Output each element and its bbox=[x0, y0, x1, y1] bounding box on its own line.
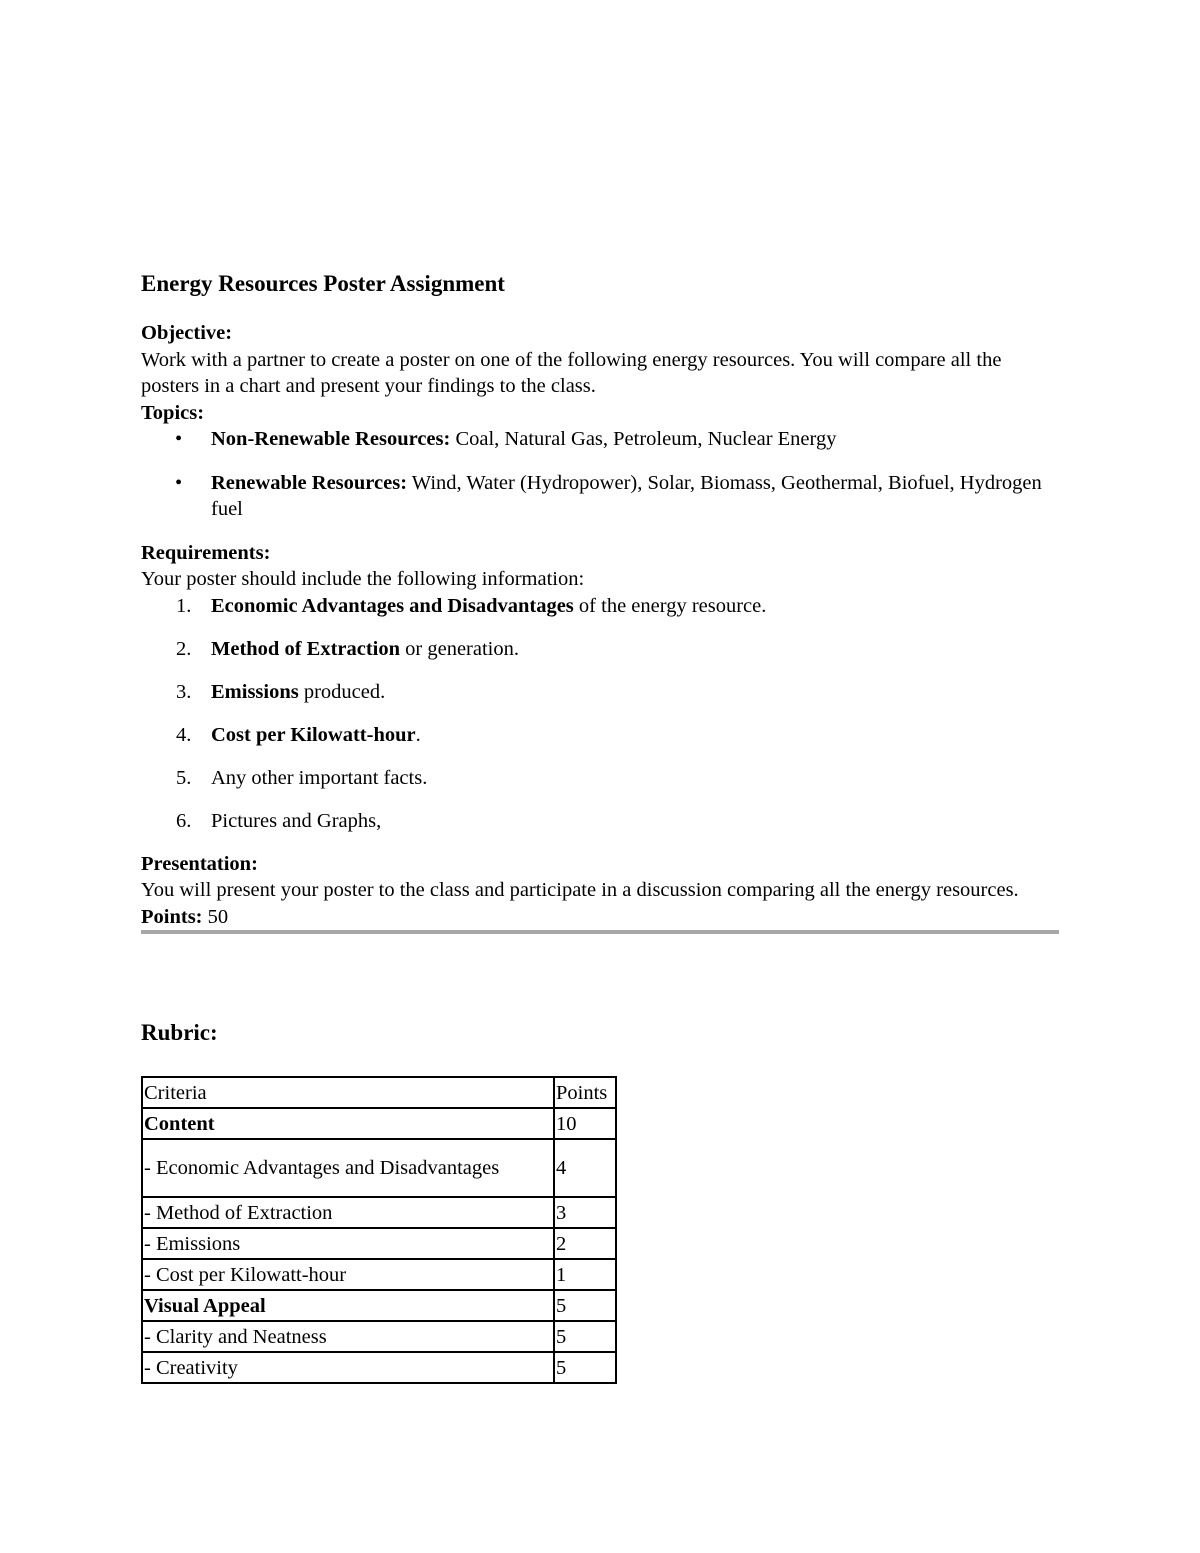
points-cell: 2 bbox=[554, 1228, 616, 1259]
header-criteria: Criteria bbox=[142, 1077, 554, 1108]
requirement-item bbox=[141, 679, 1059, 706]
points-cell: 10 bbox=[554, 1108, 616, 1139]
criteria-cell: - Cost per Kilowatt-hour bbox=[142, 1259, 554, 1290]
rubric-table bbox=[141, 1076, 617, 1384]
criteria-cell: - Creativity bbox=[142, 1352, 554, 1383]
requirements-label: Requirements: bbox=[141, 541, 271, 564]
topic-label: Renewable Resources: bbox=[211, 471, 408, 494]
objective-label: Objective: bbox=[141, 322, 233, 344]
points-cell: 1 bbox=[554, 1259, 616, 1290]
requirement-bold: Cost per Kilowatt-hour bbox=[211, 723, 416, 746]
table-row bbox=[142, 1321, 616, 1352]
bullet-icon: • bbox=[175, 428, 183, 450]
requirement-text: produced. bbox=[298, 680, 386, 703]
table-row bbox=[142, 1290, 616, 1321]
requirement-text: Pictures and Graphs, bbox=[211, 809, 382, 832]
points-cell: 5 bbox=[554, 1352, 616, 1383]
points-cell: 3 bbox=[554, 1197, 616, 1228]
horizontal-rule bbox=[141, 930, 1059, 934]
header-points: Points bbox=[554, 1077, 616, 1108]
requirements-intro: Your poster should include the following information: bbox=[141, 568, 585, 590]
topic-text: Coal, Natural Gas, Petroleum, Nuclear Energy bbox=[450, 428, 837, 450]
points-cell: 5 bbox=[554, 1290, 616, 1321]
table-row bbox=[142, 1228, 616, 1259]
requirement-number: 4. bbox=[176, 723, 192, 746]
document-page bbox=[141, 266, 1059, 1379]
requirement-bold: Emissions bbox=[211, 680, 299, 703]
topic-label: Non-Renewable Resources: bbox=[211, 428, 451, 450]
requirement-item bbox=[141, 593, 1059, 620]
table-row bbox=[142, 1108, 616, 1139]
requirement-text: or generation. bbox=[400, 637, 519, 660]
points-line bbox=[141, 904, 1059, 931]
requirement-bold: Economic Advantages and Disadvantages bbox=[211, 594, 574, 617]
criteria-cell: Visual Appeal bbox=[142, 1290, 554, 1321]
criteria-cell: - Method of Extraction bbox=[142, 1197, 554, 1228]
presentation-label: Presentation: bbox=[141, 852, 258, 875]
requirements-list bbox=[141, 593, 1059, 835]
objective-text: Work with a partner to create a poster on one of the following energy resources. You will compare all the posters in a chart and present your findings to the class. bbox=[141, 348, 1002, 397]
rubric-title: Rubric: bbox=[141, 1020, 218, 1045]
topic-item bbox=[141, 470, 1059, 523]
requirement-text: of the energy resource. bbox=[573, 594, 767, 617]
presentation-text: You will present your poster to the class and participate in a discussion comparing all the energy resources. bbox=[141, 879, 1019, 901]
requirement-item bbox=[141, 636, 1059, 663]
table-header-row bbox=[142, 1077, 616, 1108]
table-row bbox=[142, 1259, 616, 1290]
requirement-number: 6. bbox=[176, 809, 192, 832]
topic-item bbox=[141, 426, 1059, 453]
requirement-number: 1. bbox=[176, 594, 192, 617]
requirement-number: 5. bbox=[176, 766, 192, 789]
criteria-cell: - Economic Advantages and Disadvantages bbox=[142, 1139, 554, 1197]
topic-text: Wind, Water (Hydropower), Solar, Biomass, Geothermal, Biofuel, Hydrogen fuel bbox=[211, 471, 1042, 520]
topics-label: Topics: bbox=[141, 401, 205, 424]
document-title: Energy Resources Poster Assignment bbox=[141, 271, 505, 296]
table-row bbox=[142, 1352, 616, 1383]
points-value: 50 bbox=[202, 905, 229, 928]
requirement-text: Any other important facts. bbox=[211, 766, 428, 789]
points-cell: 5 bbox=[554, 1321, 616, 1352]
criteria-cell: Content bbox=[142, 1108, 554, 1139]
table-row bbox=[142, 1197, 616, 1228]
requirement-item bbox=[141, 722, 1059, 749]
bullet-icon: • bbox=[175, 471, 183, 494]
requirement-number: 2. bbox=[176, 637, 192, 660]
points-label: Points: bbox=[141, 905, 203, 928]
criteria-cell: - Emissions bbox=[142, 1228, 554, 1259]
requirement-bold: Method of Extraction bbox=[211, 637, 401, 660]
topics-list bbox=[141, 426, 1059, 523]
requirement-number: 3. bbox=[176, 680, 192, 703]
requirement-item bbox=[141, 808, 1059, 835]
requirement-item bbox=[141, 765, 1059, 792]
table-row bbox=[142, 1139, 616, 1197]
requirement-text: . bbox=[415, 723, 421, 746]
points-cell: 4 bbox=[554, 1139, 616, 1197]
criteria-cell: - Clarity and Neatness bbox=[142, 1321, 554, 1352]
